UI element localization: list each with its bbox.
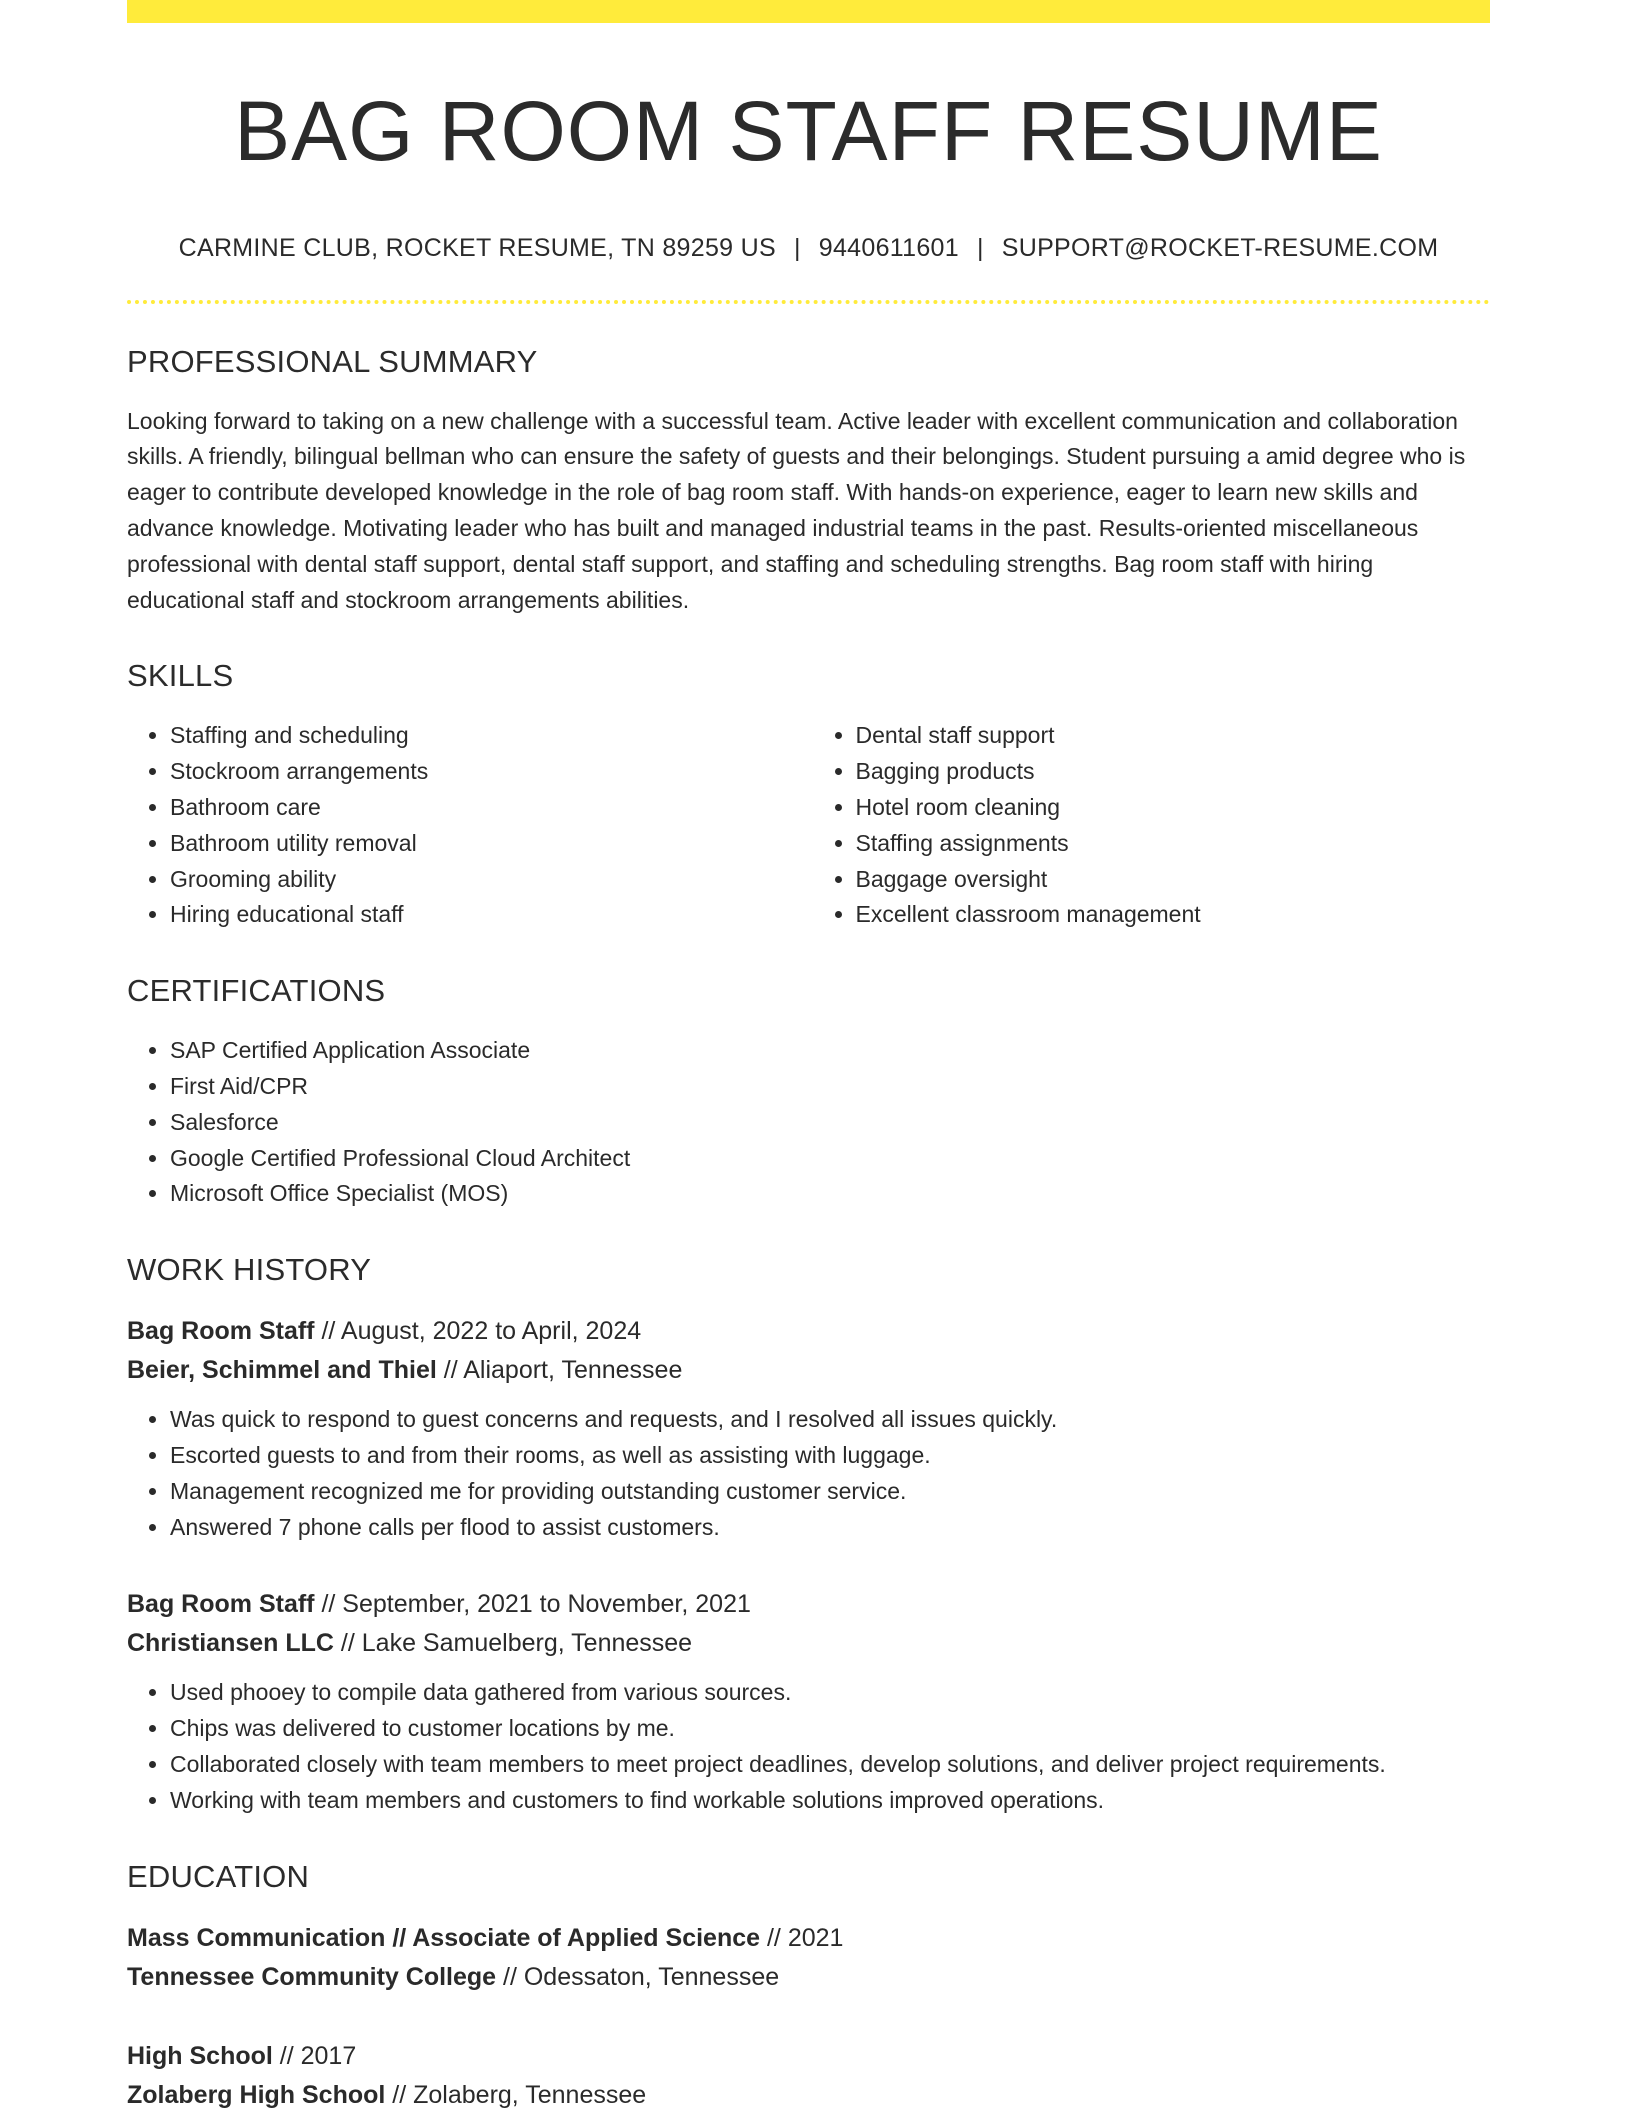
- skill-item: • Hiring educational staff: [170, 897, 809, 933]
- certification-item: • Microsoft Office Specialist (MOS): [170, 1176, 1490, 1212]
- job-location: // Aliaport, Tennessee: [436, 1356, 683, 1385]
- job-title-line: [127, 1585, 1490, 1624]
- skill-item: • Hotel room cleaning: [856, 790, 1491, 826]
- job-title: Bag Room Staff: [127, 1590, 315, 1619]
- job-company: Christiansen LLC: [127, 1629, 334, 1658]
- skills-heading: SKILLS: [127, 658, 234, 694]
- job-entry: [127, 1585, 1490, 1818]
- skill-item: • Staffing and scheduling: [170, 718, 809, 754]
- skill-item: • Staffing assignments: [856, 826, 1491, 862]
- education-entry: [127, 1919, 1490, 1997]
- summary-text: Looking forward to taking on a new challenge with a successful team. Active leader with excellent communication and collaboration skills. A friendly, bilingual bellman who can ensure the safety of guests and their belongings. Student pursuing a amid degree who is eager to contribute developed knowledge in the role of bag room staff. With hands-on experience, eager to learn new skills and advance knowledge. Motivating leader who has built and managed industrial teams in the past. Results-oriented miscellaneous professional with dental staff support, dental staff support, and staffing and scheduling strengths. Bag room staff with hiring educational staff and stockroom arrangements abilities.: [127, 407, 1466, 613]
- address: CARMINE CLUB, ROCKET RESUME, TN 89259 US: [178, 233, 776, 262]
- job-title: Bag Room Staff: [127, 1317, 315, 1346]
- skill-item: • Stockroom arrangements: [170, 754, 809, 790]
- certifications-heading: CERTIFICATIONS: [127, 973, 386, 1009]
- skill-item: • Bathroom care: [170, 790, 809, 826]
- certification-item: • First Aid/CPR: [170, 1069, 1490, 1105]
- skills-list-left: [127, 718, 809, 933]
- skill-item: • Grooming ability: [170, 862, 809, 898]
- summary-heading: PROFESSIONAL SUMMARY: [127, 343, 538, 379]
- education-heading: EDUCATION: [127, 1858, 310, 1894]
- school-location: // Zolaberg, Tennessee: [385, 2080, 647, 2109]
- work-history-heading: WORK HISTORY: [127, 1252, 372, 1288]
- job-bullet: • Answered 7 phone calls per flood to assist customers.: [170, 1510, 1490, 1546]
- graduation-year: // 2017: [272, 2041, 357, 2070]
- skill-item: • Dental staff support: [856, 718, 1491, 754]
- job-bullet: • Chips was delivered to customer locations by me.: [170, 1711, 1490, 1747]
- certifications-list: [127, 1033, 1490, 1212]
- certification-item: • Salesforce: [170, 1105, 1490, 1141]
- job-title-line: [127, 1312, 1490, 1351]
- dotted-divider: [127, 300, 1490, 304]
- job-bullets: [127, 1402, 1490, 1545]
- phone: 9440611601: [818, 233, 959, 262]
- job-dates: // September, 2021 to November, 2021: [314, 1590, 751, 1619]
- job-company-line: [127, 1624, 1490, 1663]
- certification-item: • SAP Certified Application Associate: [170, 1033, 1490, 1069]
- education-entry: [127, 2037, 1490, 2115]
- contact-separator: |: [976, 233, 984, 262]
- resume-page: [127, 0, 1490, 2115]
- degree-line: [127, 1919, 1490, 1958]
- job-bullet: • Was quick to respond to guest concerns and requests, and I resolved all issues quickly.: [170, 1402, 1490, 1438]
- resume-title: BAG ROOM STAFF RESUME: [234, 84, 1383, 178]
- job-bullet: • Used phooey to compile data gathered from various sources.: [170, 1675, 1490, 1711]
- school: Tennessee Community College: [127, 1962, 497, 1991]
- job-bullets: [127, 1675, 1490, 1818]
- school-line: [127, 1958, 1490, 1997]
- graduation-year: // 2021: [760, 1923, 844, 1952]
- skills-list-right: [809, 718, 1491, 933]
- skill-item: • Baggage oversight: [856, 862, 1491, 898]
- job-bullet: • Management recognized me for providing outstanding customer service.: [170, 1474, 1490, 1510]
- job-location: // Lake Samuelberg, Tennessee: [333, 1629, 693, 1658]
- skill-item: • Bagging products: [856, 754, 1491, 790]
- school-location: // Odessaton, Tennessee: [496, 1962, 780, 1991]
- job-bullet: • Escorted guests to and from their rooms, as well as assisting with luggage.: [170, 1438, 1490, 1474]
- certification-item: • Google Certified Professional Cloud Architect: [170, 1141, 1490, 1177]
- degree-line: [127, 2037, 1490, 2076]
- job-entry: [127, 1312, 1490, 1545]
- skill-item: • Bathroom utility removal: [170, 826, 809, 862]
- school: Zolaberg High School: [127, 2080, 386, 2109]
- job-bullet: • Working with team members and customers to find workable solutions improved operations.: [170, 1783, 1490, 1819]
- job-company: Beier, Schimmel and Thiel: [127, 1356, 437, 1385]
- school-line: [127, 2076, 1490, 2115]
- contact-separator: |: [793, 233, 801, 262]
- degree: Mass Communication // Associate of Applied Science: [127, 1923, 761, 1952]
- degree: High School: [127, 2041, 273, 2070]
- contact-line: [127, 234, 1490, 263]
- job-dates: // August, 2022 to April, 2024: [314, 1317, 642, 1346]
- job-bullet: • Collaborated closely with team members to meet project deadlines, develop solutions, and deliver project requirements.: [170, 1747, 1490, 1783]
- skill-item: • Excellent classroom management: [856, 897, 1491, 933]
- accent-bar: [127, 0, 1490, 23]
- skills-columns: [127, 718, 1490, 933]
- job-company-line: [127, 1351, 1490, 1390]
- email: SUPPORT@ROCKET-RESUME.COM: [1001, 233, 1439, 262]
